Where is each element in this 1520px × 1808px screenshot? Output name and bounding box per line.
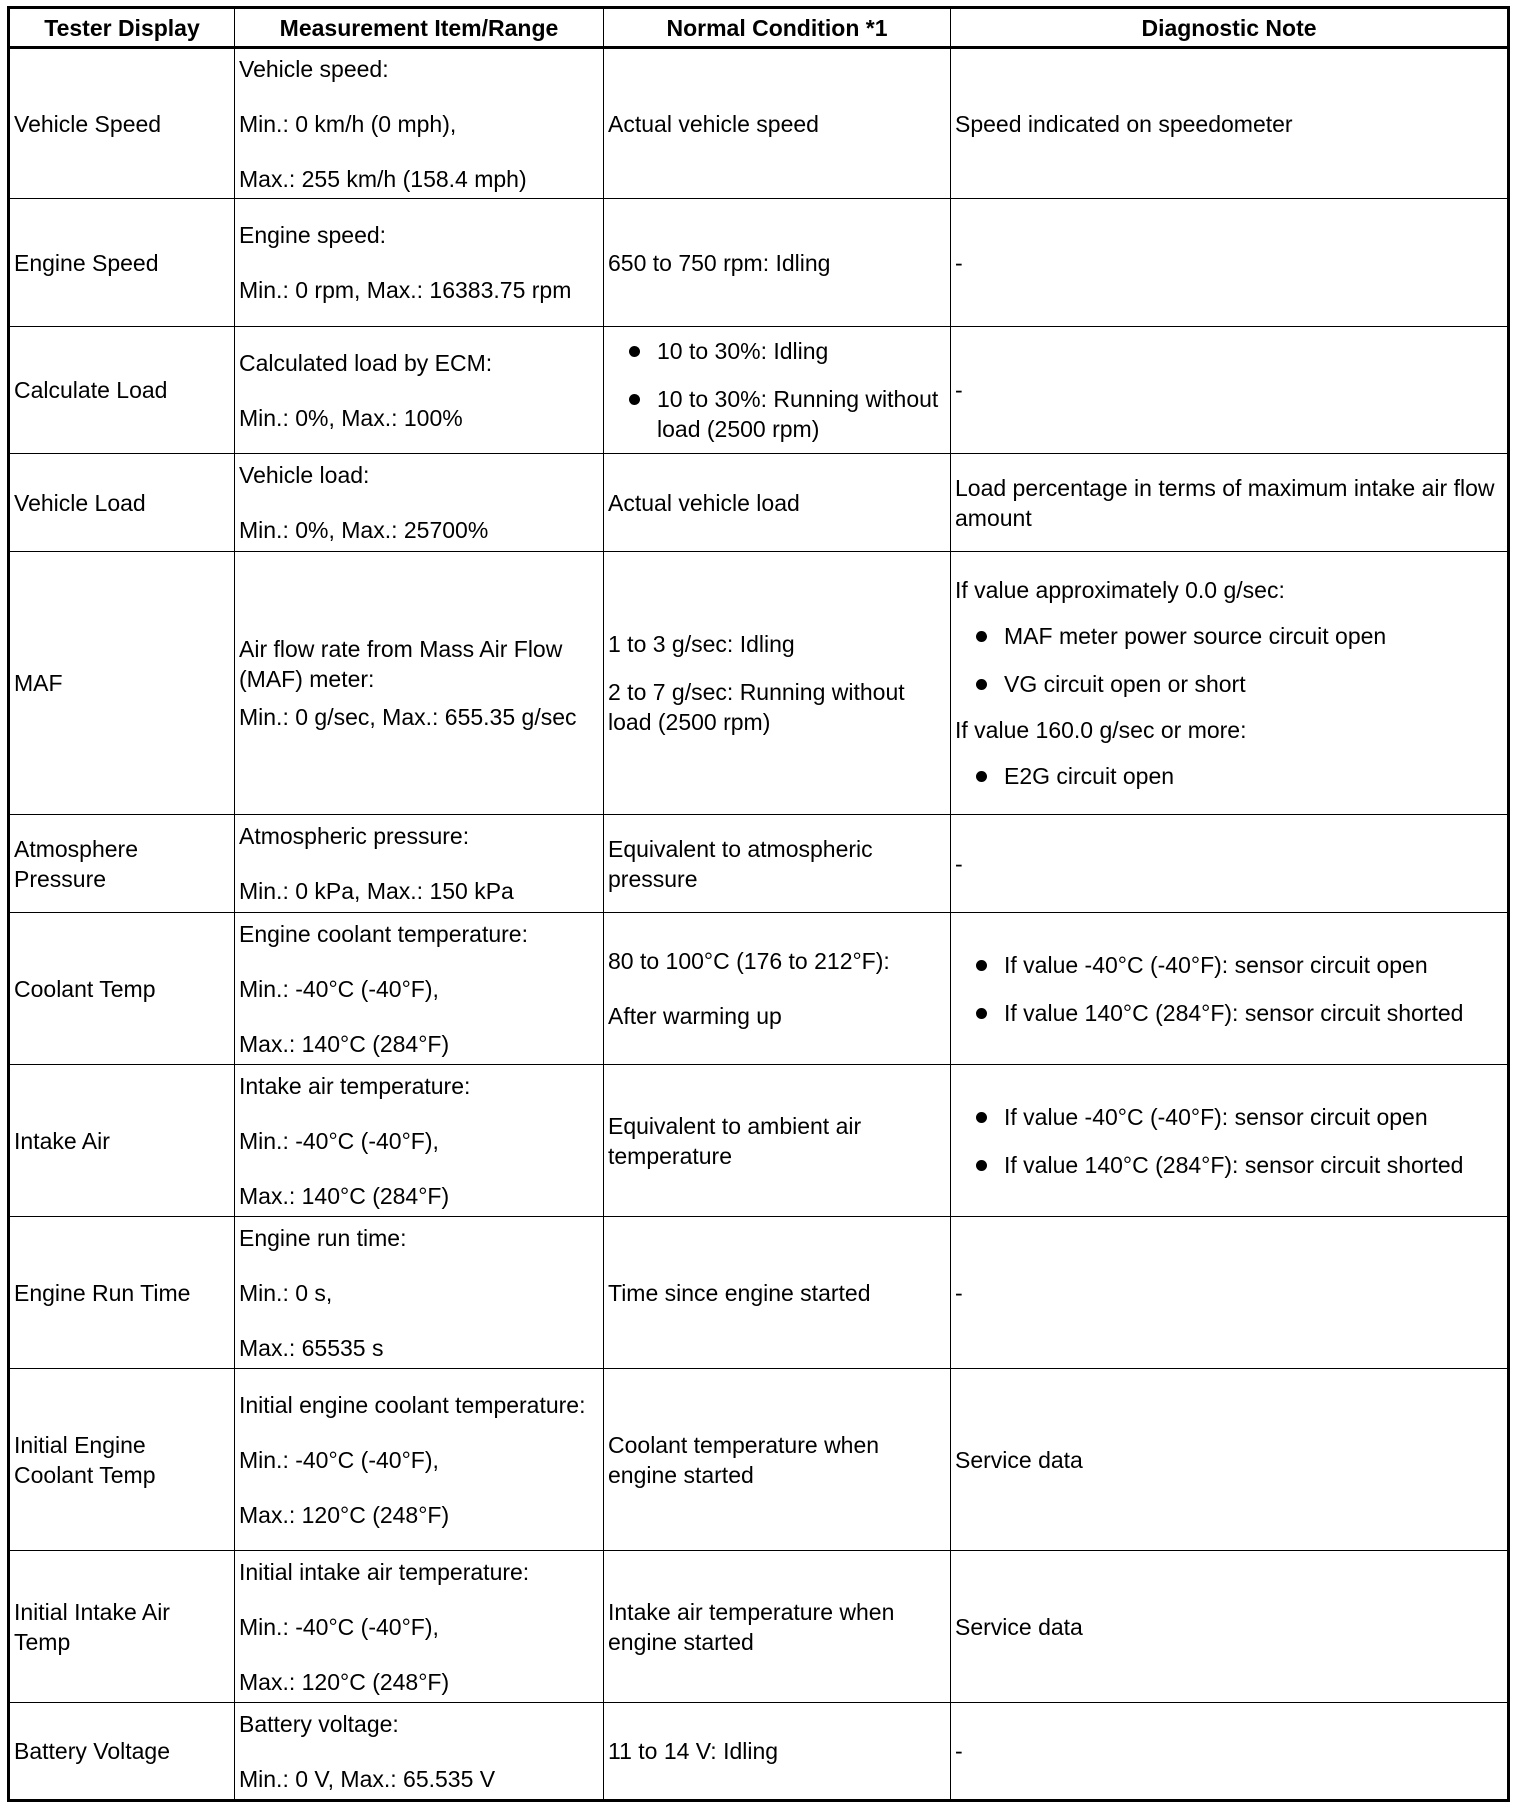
tester-display-cell: Atmosphere Pressure [9,815,235,913]
measurement-text: Atmospheric pressure: [239,823,470,849]
bullet-icon [976,1008,987,1019]
tester-display-cell: MAF [9,552,235,815]
diagnostic-note-text: If value approximately 0.0 g/sec: [955,577,1285,603]
bullet-icon [629,394,640,405]
header-measurement-item: Measurement Item/Range [235,8,604,48]
normal-condition-cell: Equivalent to atmospheric pressure [604,815,951,913]
table-row [9,199,1509,327]
normal-condition-cell: Intake air temperature when engine started [604,1551,951,1703]
measurement-text: Engine speed: [239,222,387,248]
table-row [9,913,1509,1065]
measurement-text: Max.: 140°C (284°F) [239,1030,450,1057]
measurement-text: Calculated load by ECM: [239,349,493,376]
list-item-text: If value -40°C (-40°F): sensor circuit open [1004,951,1428,978]
tester-display-cell: Calculate Load [9,327,235,454]
normal-condition-list [608,336,946,444]
measurement-text: Min.: -40°C (-40°F), [239,1446,439,1473]
bullet-icon [976,960,987,971]
bullet-icon [976,1160,987,1171]
list-item-text: If value 140°C (284°F): sensor circuit shorted [1004,1151,1464,1178]
diagnostic-note-list [955,761,1503,791]
diagnostic-note-list [955,950,1503,1028]
normal-condition-text: After warming up [608,1003,782,1029]
tester-display-cell: Engine Run Time [9,1217,235,1369]
normal-condition-text: 2 to 7 g/sec: Running without load (2500 rpm) [608,679,905,735]
table-row [9,454,1509,552]
measurement-text: Initial intake air temperature: [239,1558,530,1585]
measurement-text: Engine coolant temperature: [239,920,528,947]
header-normal-condition: Normal Condition *1 [604,8,951,48]
measurement-text: Intake air temperature: [239,1072,471,1099]
list-item [955,950,1503,980]
measurement-cell [235,199,604,327]
table-row [9,552,1509,815]
measurement-cell [235,454,604,552]
table-row [9,1065,1509,1217]
diagnostic-note-cell: - [951,327,1509,454]
measurement-text: Min.: -40°C (-40°F), [239,1613,439,1640]
measurement-text: Max.: 65535 s [239,1334,384,1361]
list-item [955,669,1503,699]
list-item [955,1150,1503,1180]
data-list-table [7,6,1510,1802]
measurement-text: Battery voltage: [239,1710,399,1737]
normal-condition-text: 1 to 3 g/sec: Idling [608,631,795,657]
table-row [9,815,1509,913]
list-item [955,621,1503,651]
table-row [9,327,1509,454]
measurement-text: Min.: 0%, Max.: 25700% [239,517,489,543]
bullet-icon [976,679,987,690]
diagnostic-note-text: If value 160.0 g/sec or more: [955,717,1247,743]
tester-display-cell: Initial Engine Coolant Temp [9,1369,235,1551]
measurement-text: Vehicle speed: [239,55,389,82]
table-row [9,1217,1509,1369]
table-row [9,48,1509,199]
measurement-text: Min.: 0 km/h (0 mph), [239,110,457,137]
list-item-text: MAF meter power source circuit open [1004,623,1387,649]
list-item [955,998,1503,1028]
diagnostic-note-list [955,621,1503,699]
tester-display-cell: Engine Speed [9,199,235,327]
normal-condition-cell: Coolant temperature when engine started [604,1369,951,1551]
normal-condition-cell: 650 to 750 rpm: Idling [604,199,951,327]
measurement-text: Min.: -40°C (-40°F), [239,975,439,1002]
list-item-text: E2G circuit open [1004,763,1175,789]
measurement-cell [235,815,604,913]
bullet-icon [976,771,987,782]
measurement-text: Engine run time: [239,1224,407,1251]
measurement-text: Min.: -40°C (-40°F), [239,1127,439,1154]
normal-condition-text: 80 to 100°C (176 to 212°F): [608,948,890,974]
measurement-text: Max.: 120°C (248°F) [239,1668,450,1695]
measurement-text: Initial engine coolant temperature: [239,1391,586,1418]
measurement-cell [235,1369,604,1551]
diagnostic-note-cell [951,913,1509,1065]
normal-condition-cell: Actual vehicle speed [604,48,951,199]
list-item [955,761,1503,791]
header-tester-display: Tester Display [9,8,235,48]
measurement-text: Min.: 0 kPa, Max.: 150 kPa [239,878,514,904]
list-item-text: If value -40°C (-40°F): sensor circuit open [1004,1103,1428,1130]
normal-condition-cell [604,913,951,1065]
measurement-text: Min.: 0%, Max.: 100% [239,404,463,431]
table-row [9,1551,1509,1703]
measurement-cell [235,1065,604,1217]
diagnostic-note-cell: Speed indicated on speedometer [951,48,1509,199]
diagnostic-note-cell [951,552,1509,815]
list-item [608,384,946,444]
measurement-text: Air flow rate from Mass Air Flow (MAF) meter: [239,636,563,692]
measurement-cell [235,1703,604,1801]
list-item-text: If value 140°C (284°F): sensor circuit shorted [1004,999,1464,1026]
diagnostic-note-cell: - [951,815,1509,913]
tester-display-cell: Initial Intake Air Temp [9,1551,235,1703]
diagnostic-note-cell: - [951,1703,1509,1801]
measurement-cell [235,48,604,199]
measurement-text: Vehicle load: [239,462,370,488]
measurement-cell [235,1551,604,1703]
header-diagnostic-note: Diagnostic Note [951,8,1509,48]
measurement-text: Min.: 0 rpm, Max.: 16383.75 rpm [239,277,572,303]
tester-display-cell: Vehicle Load [9,454,235,552]
diagnostic-note-cell: - [951,1217,1509,1369]
tester-display-cell: Battery Voltage [9,1703,235,1801]
normal-condition-cell: Equivalent to ambient air temperature [604,1065,951,1217]
normal-condition-cell: Time since engine started [604,1217,951,1369]
measurement-cell [235,327,604,454]
diagnostic-note-cell: - [951,199,1509,327]
diagnostic-note-cell: Service data [951,1551,1509,1703]
normal-condition-cell: 11 to 14 V: Idling [604,1703,951,1801]
measurement-text: Max.: 255 km/h (158.4 mph) [239,165,527,192]
measurement-cell [235,552,604,815]
table-row [9,1703,1509,1801]
measurement-text: Max.: 140°C (284°F) [239,1182,450,1209]
list-item [608,336,946,366]
tester-display-cell: Coolant Temp [9,913,235,1065]
measurement-cell [235,913,604,1065]
measurement-text: Min.: 0 V, Max.: 65.535 V [239,1765,496,1792]
list-item [955,1102,1503,1132]
header-row [9,8,1509,48]
normal-condition-cell: Actual vehicle load [604,454,951,552]
diagnostic-note-cell: Service data [951,1369,1509,1551]
measurement-text: Min.: 0 s, [239,1279,333,1306]
table-row [9,1369,1509,1551]
bullet-icon [976,631,987,642]
diagnostic-note-cell [951,1065,1509,1217]
tester-display-cell: Intake Air [9,1065,235,1217]
measurement-text: Min.: 0 g/sec, Max.: 655.35 g/sec [239,704,577,730]
list-item-text: 10 to 30%: Running without load (2500 rpm) [657,386,939,442]
diagnostic-note-list [955,1102,1503,1180]
bullet-icon [976,1112,987,1123]
diagnostic-note-cell: Load percentage in terms of maximum intake air flow amount [951,454,1509,552]
normal-condition-cell [604,327,951,454]
bullet-icon [629,346,640,357]
measurement-cell [235,1217,604,1369]
tester-display-cell: Vehicle Speed [9,48,235,199]
list-item-text: 10 to 30%: Idling [657,338,829,364]
normal-condition-cell [604,552,951,815]
measurement-text: Max.: 120°C (248°F) [239,1501,450,1528]
list-item-text: VG circuit open or short [1004,671,1246,697]
